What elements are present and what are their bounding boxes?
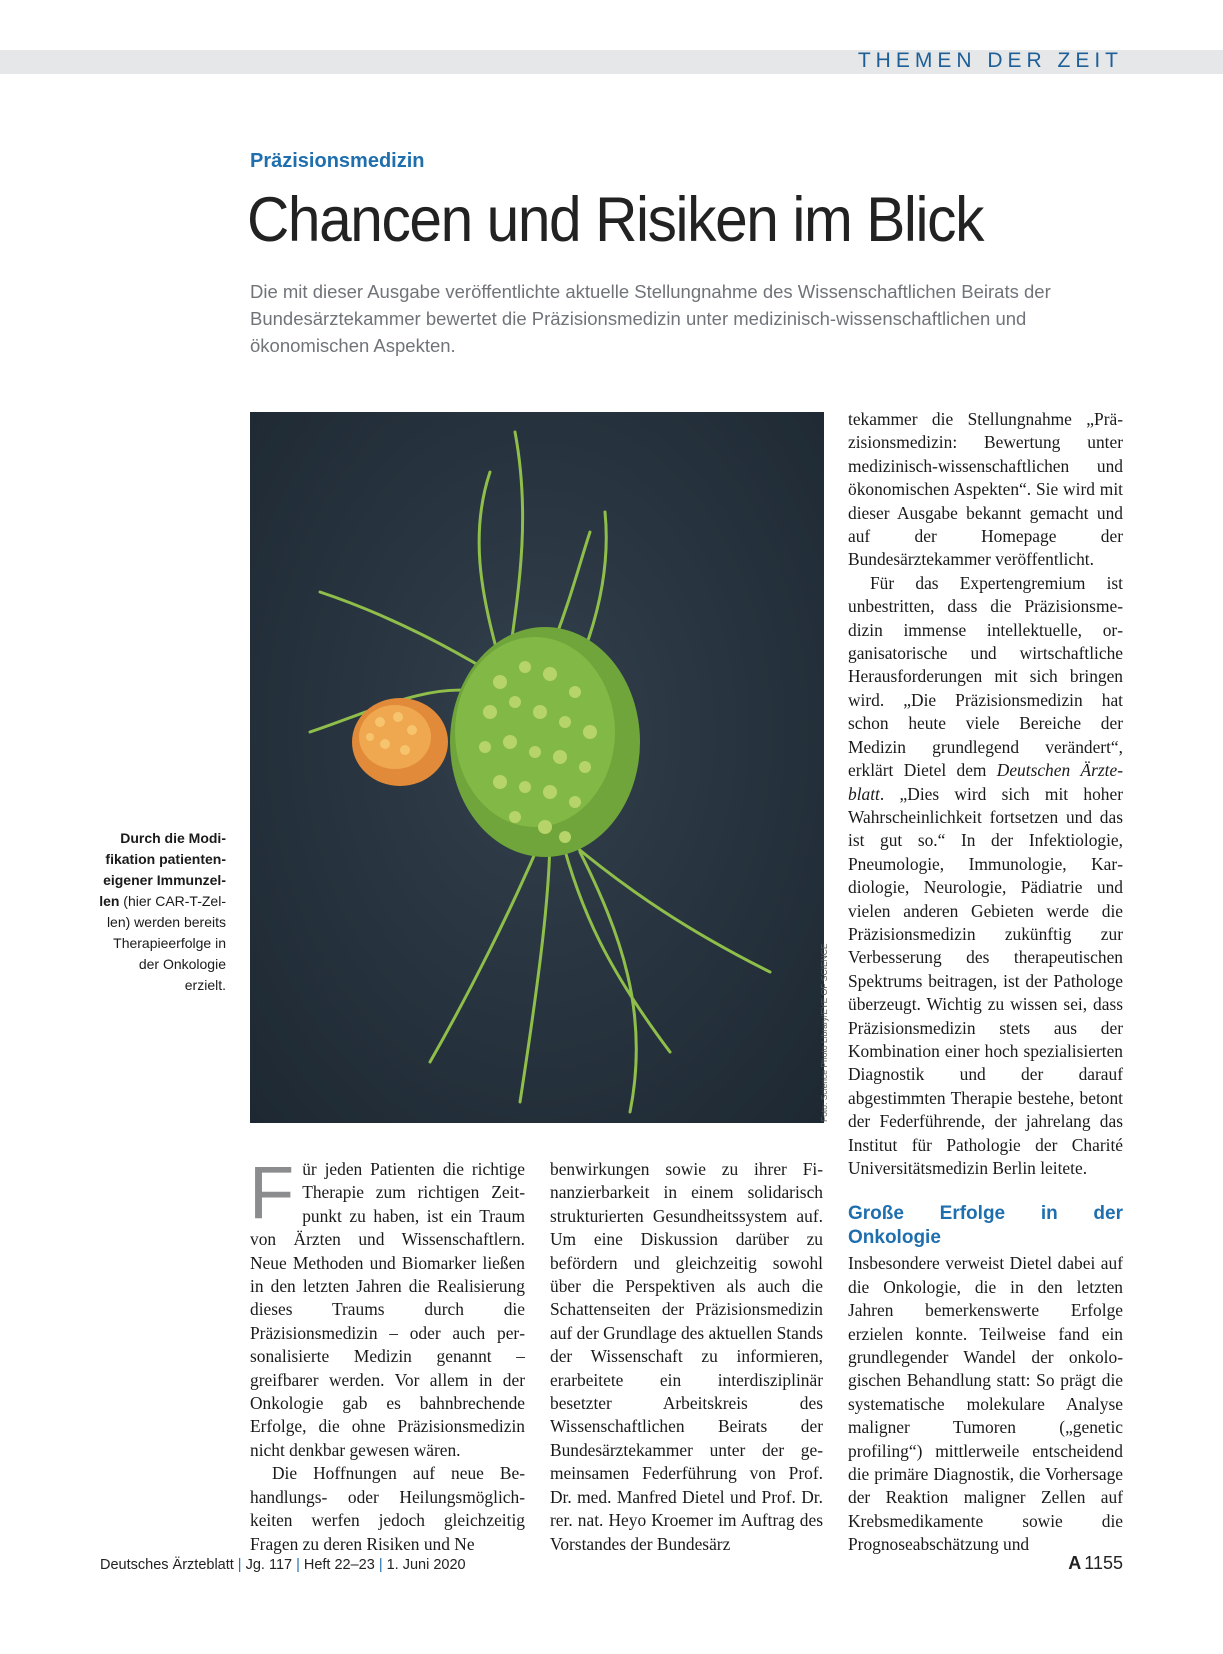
caption-rest: (hier CAR-T-Zellen) werden bereits Therapieerfolge in der Onkologie erzielt. bbox=[106, 893, 226, 993]
footer-separator: | bbox=[237, 1557, 242, 1573]
paragraph bbox=[249, 1151, 525, 1462]
footer-volume: Jg. 117 bbox=[245, 1557, 293, 1573]
paragraph-text: . „Dies wird sich mit hoher Wahrscheinlichkeit fortsetzen und das ist gut so.“ In der Infektiologie, Pneumologie, Immunologie, Kardiologie, Neurologie, Pädiatrie und vielen anderen Gebieten werde die Präzisionsmedizin zukünftig zur Verbesserung des therapeutischen Spektrums beitragen, ist der Pathologe überzeugt. Wichtig zu wissen sei, dass Präzisionsmedizin stets aus der Kombination einer hoch spezialisierten Diagnostik und der darauf abgestimmten Therapie bestehe, betont der Federführende, der jahrelang das Institut für Pathologie der Charité Universitätsmedizin Berlin leitete. bbox=[848, 783, 1123, 1178]
paragraph-text: ür jeden Patienten die richtige Therapie zum richtigen Zeitpunkt zu haben, ist ein Traum von Ärzten und Wissenschaftlern. Neue Methoden und Biomarker ließen in den letzten Jahren die Realisierung dieses Traums durch die Präzisionsmedizin – oder auch personalisierte Medizin genannt – greifbarer werden. Vor allem in der Onkologie gab es bahnbrechende Erfolge, die ohne Präzisionsmedizin nicht denkbar gewesen wären. bbox=[250, 1159, 525, 1460]
caption-bold: Durch die Modifikation patienteneigener Immunzellen bbox=[99, 830, 226, 909]
paragraph bbox=[848, 572, 1123, 1181]
journal-name-italic: Deutschen Ärzteblatt bbox=[848, 760, 1123, 804]
article-lead: Die mit dieser Ausgabe veröffentlichte aktuelle Stellungnahme des Wissenschaftlichen Beirats der Bundesärztekammer bewertet die Präzisionsmedizin unter medizinisch-wissenschaftlichen und ökonomischen Aspekten. bbox=[250, 281, 1051, 356]
paragraph: Die Hoffnungen auf neue Behandlungs- oder Heilungsmöglichkeiten werfen jedoch gleichzeitig Fragen zu deren Risiken und Ne bbox=[250, 1463, 525, 1554]
subheading: Große Erfolge in der Onkologie bbox=[848, 1203, 1123, 1249]
paragraph: Insbesondere verweist Dietel dabei auf die Onkologie, die in den letzten Jahren bemerkenswerte Erfolge erzielen konnte. Teilweise fand ein grundlegender Wandel der onkologischen Behandlung statt: So prägt die systematische molekulare Analyse maligner Tumoren („genetic profiling“) mittlerweile entscheidend die primäre Diagnostik, die Vorhersage der Reaktion maligner Zellen auf Krebsmedikamente sowie die Prognoseabschätzung und bbox=[848, 1253, 1123, 1555]
footer-citation bbox=[100, 1557, 466, 1573]
footer-issue: Heft 22–23 bbox=[303, 1557, 375, 1573]
cell-illustration bbox=[250, 412, 824, 1123]
text-column-2 bbox=[550, 1158, 823, 1556]
footer-date: 1. Juni 2020 bbox=[386, 1557, 466, 1573]
article-kicker: Präzisionsmedizin bbox=[250, 150, 425, 172]
footer-separator: | bbox=[296, 1557, 300, 1573]
figure-caption bbox=[96, 828, 226, 996]
section-label: THEMEN DER ZEIT bbox=[857, 49, 1123, 72]
text-column-3 bbox=[848, 408, 1123, 1557]
paragraph: tekammer die Stellungnahme „Präzisionsmedizin: Bewertung unter medizinisch-wissenschaftlichen und ökonomischen Aspekten“. Sie wird mit dieser Ausgabe bekannt gemacht und auf der Homepage der Bundesärztekammer veröffentlicht. bbox=[848, 409, 1123, 570]
page-number-value: 1155 bbox=[1084, 1553, 1123, 1573]
article-title: Chancen und Risiken im Blick bbox=[247, 185, 983, 255]
footer-journal: Deutsches Ärzteblatt bbox=[100, 1557, 234, 1573]
footer-separator: | bbox=[378, 1557, 383, 1573]
photo-credit: Foto: Science Photo Library/EYE OF SCIENCE bbox=[819, 943, 829, 1122]
cell-photo bbox=[250, 412, 824, 1123]
page-prefix: A bbox=[1068, 1553, 1082, 1573]
paragraph: benwirkungen sowie zu ihrer Finanzierbarkeit in einem solidarisch strukturierten Gesundheitssystem auf. Um eine Diskussion darüber zu befördern und gleichzeitig sowohl über die Perspektiven als auch die Schattenseiten der Präzisionsmedizin auf der Grundlage des aktuellen Stands der Wissenschaft zu informieren, erarbeitete ein interdisziplinär besetzter Arbeitskreis des Wissenschaftlichen Beirats der Bundesärztekammer unter der gemeinsamen Federführung von Prof. Dr. med. Manfred Dietel und Prof. Dr. rer. nat. Heyo Kroemer im Auftrag des Vorstandes der Bundesärz bbox=[550, 1159, 823, 1554]
drop-cap: F bbox=[249, 1151, 295, 1234]
page-number bbox=[1068, 1553, 1123, 1574]
paragraph-text: Für das Expertengremium ist unbestritten, dass die Präzisionsmedizin immense intellektuelle, organisatorische und wirtschaftliche Herausforderungen mit sich bringen wird. „Die Präzisionsmedizin hat schon heute viele Bereiche der Medizin grundlegend verändert“, erklärt Dietel dem bbox=[848, 572, 1123, 781]
text-column-1 bbox=[249, 1151, 525, 1556]
